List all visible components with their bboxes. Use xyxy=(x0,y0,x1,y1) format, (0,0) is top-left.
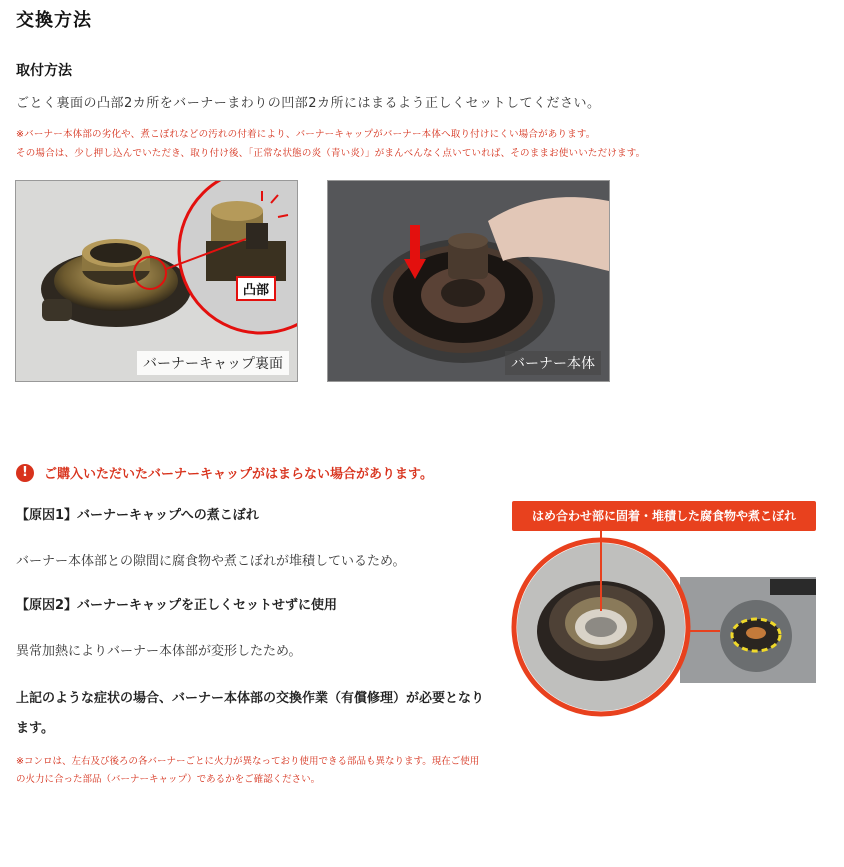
stove-note: ※コンロは、左右及び後ろの各バーナーごとに火力が異なっており使用できる部品も異なります。現在ご使用の火力に合った部品（バーナーキャップ）であるかをご確認ください。 xyxy=(16,756,480,785)
install-note-line2: その場合は、少し押し込んでいただき、取り付け後、「正常な状態の炎（青い炎）」がまんべんなく点いていれば、そのままお使いいただけます。 xyxy=(16,148,646,159)
cause-1-body: バーナー本体部との隙間に腐食物や煮こぼれが堆積しているため。 xyxy=(16,554,406,569)
cause-2-title: 【原因2】バーナーキャップを正しくセットせずに使用 xyxy=(16,598,338,613)
corrosion-banner: はめ合わせ部に固着・堆積した腐食物や煮こぼれ xyxy=(512,501,816,531)
install-instruction: ごとく裏面の凸部2カ所をバーナーまわりの凹部2カ所にはまるよう正しくセットしてください。 xyxy=(16,96,601,111)
protrusion-callout: 凸部 xyxy=(236,276,276,301)
cause-2-body: 異常加熱によりバーナー本体部が変形したため。 xyxy=(16,644,302,659)
warning-text: ご購入いただいたバーナーキャップがはまらない場合があります。 xyxy=(44,467,433,482)
section-title: 交換方法 xyxy=(16,10,92,31)
warning-row xyxy=(16,463,433,482)
right-photo-caption: バーナー本体 xyxy=(505,351,601,375)
install-note-line1: ※バーナー本体部の劣化や、煮こぼれなどの汚れの付着により、バーナーキャップがバーナー本体へ取り付けにくい場合があります。 xyxy=(16,129,596,140)
install-heading: 取付方法 xyxy=(16,63,72,79)
repair-summary: 上記のような症状の場合、バーナー本体部の交換作業（有償修理）が必要となります。 xyxy=(16,691,485,736)
corrosion-diagram xyxy=(510,531,820,721)
cause-1-title: 【原因1】バーナーキャップへの煮こぼれ xyxy=(16,508,259,523)
burner-cap-back-photo xyxy=(15,180,298,382)
burner-body-photo xyxy=(327,180,610,382)
exclamation-icon: ! xyxy=(16,464,34,482)
left-photo-caption: バーナーキャップ裏面 xyxy=(137,351,289,375)
